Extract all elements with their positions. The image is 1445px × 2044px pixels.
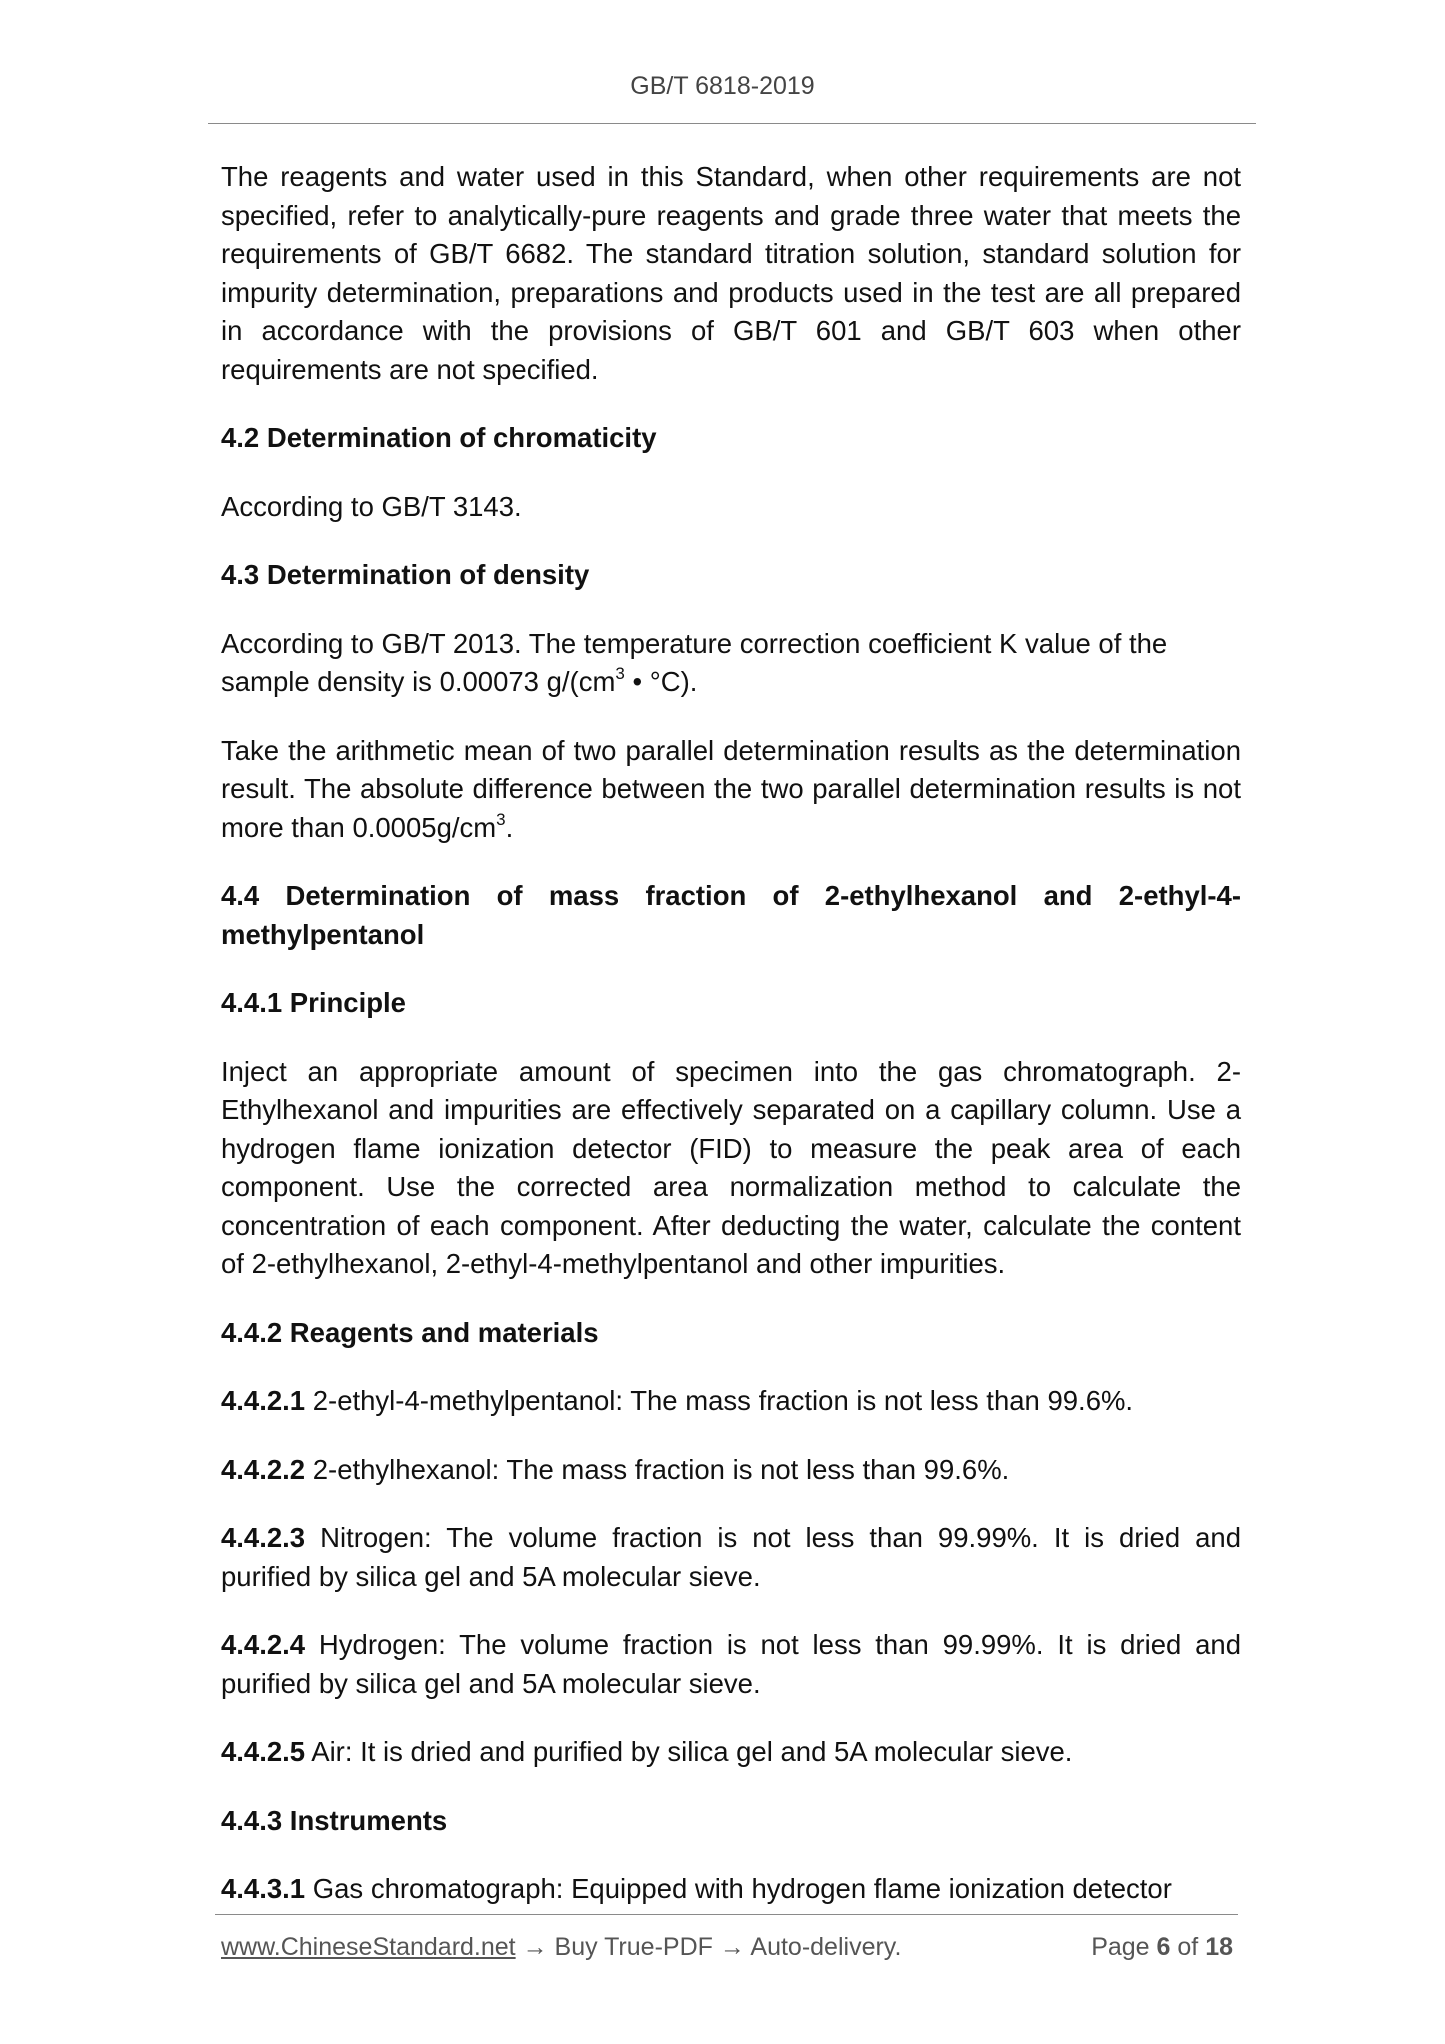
paragraph-4-2: According to GB/T 3143. <box>221 490 522 522</box>
list-item-4-4-2-3 <box>221 1519 1241 1596</box>
paragraph-4-3-mean-end: . <box>505 811 514 843</box>
footer-divider <box>215 1914 1238 1915</box>
clause-text: Gas chromatograph: Equipped with hydrogen flame ionization detector <box>305 1873 1172 1904</box>
website-link[interactable]: www.ChineseStandard.net <box>221 1933 516 1961</box>
paragraph-4-3-mean-text: Take the arithmetic mean of two parallel determination results as the determination result. The absolute difference between the two parallel determination results is not more than 0.0005g/cm <box>221 734 1241 843</box>
superscript-3: 3 <box>615 664 625 683</box>
page-total: 18 <box>1205 1933 1233 1961</box>
page-indicator <box>1091 1933 1233 1962</box>
clause-number: 4.4.2.1 <box>221 1385 306 1416</box>
superscript-3: 3 <box>496 809 506 829</box>
heading-4-3: 4.3 Determination of density <box>221 559 590 590</box>
heading-4-2: 4.2 Determination of chromaticity <box>221 422 657 453</box>
page-label: Page <box>1091 1933 1157 1961</box>
clause-number: 4.4.2.4 <box>221 1629 306 1660</box>
heading-4-4: 4.4 Determination of mass fraction of 2-ethylhexanol and 2-ethyl-4-methylpentanol <box>221 880 1241 950</box>
paragraph-4-3-density-text: According to GB/T 2013. The temperature correction coefficient K value of the sample density is 0.00073 g/(cm <box>221 627 1168 697</box>
footer-tagline: → Buy True-PDF → Auto-delivery. <box>515 1933 902 1961</box>
list-item-4-4-2-5 <box>221 1733 1241 1772</box>
clause-number: 4.4.2.2 <box>221 1453 306 1485</box>
paragraph-4-3-density <box>221 625 1241 702</box>
heading-4-4-2: 4.4.2 Reagents and materials <box>221 1316 599 1348</box>
list-item-4-4-2-2 <box>221 1451 1241 1490</box>
clause-text: 2-ethylhexanol: The mass fraction is not less than 99.6%. <box>305 1453 1010 1485</box>
heading-4-4-1: 4.4.1 Principle <box>221 987 406 1018</box>
document-body <box>221 158 1241 1939</box>
page-footer <box>221 1933 1233 1962</box>
page-current: 6 <box>1156 1933 1171 1961</box>
page-of: of <box>1170 1933 1206 1961</box>
list-item-4-4-2-1 <box>221 1382 1241 1421</box>
document-header-id: GB/T 6818-2019 <box>630 72 815 100</box>
heading-4-4-3: 4.4.3 Instruments <box>221 1804 448 1836</box>
paragraph-4-3-mean <box>221 732 1241 848</box>
paragraph-4-3-density-unit: • °C). <box>624 666 698 697</box>
list-item-4-4-3-1 <box>221 1870 1241 1909</box>
clause-text: Hydrogen: The volume fraction is not less than 99.99%. It is dried and purified by silica gel and 5A molecular sieve. <box>221 1629 1241 1699</box>
paragraph-4-4-1: Inject an appropriate amount of specimen into the gas chromatograph. 2-Ethylhexanol and impurities are effectively separated on a capillary column. Use a hydrogen flame ionization detector (FID) to measure the peak area of each component. Use the corrected area normalization method to calculate the concentration of each component. After deducting the water, calculate the content of 2-ethylhexanol, 2-ethyl-4-methylpentanol and other impurities. <box>221 1055 1241 1279</box>
clause-number: 4.4.2.5 <box>221 1736 306 1767</box>
clause-text: 2-ethyl-4-methylpentanol: The mass fraction is not less than 99.6%. <box>305 1385 1134 1416</box>
clause-text: Air: It is dried and purified by silica gel and 5A molecular sieve. <box>305 1736 1073 1767</box>
clause-number: 4.4.3.1 <box>221 1873 306 1904</box>
clause-text: Nitrogen: The volume fraction is not less than 99.99%. It is dried and purified by silica gel and 5A molecular sieve. <box>221 1522 1241 1592</box>
header-divider <box>208 123 1256 124</box>
clause-number: 4.4.2.3 <box>221 1522 306 1553</box>
paragraph-intro: The reagents and water used in this Standard, when other requirements are not specified, refer to analytically-pure reagents and grade three water that meets the requirements of GB/T 6682. The standard titration solution, standard solution for impurity determination, preparations and products used in the test are all prepared in accordance with the provisions of GB/T 601 and GB/T 603 when other requirements are not specified. <box>221 161 1241 385</box>
list-item-4-4-2-4 <box>221 1626 1241 1703</box>
